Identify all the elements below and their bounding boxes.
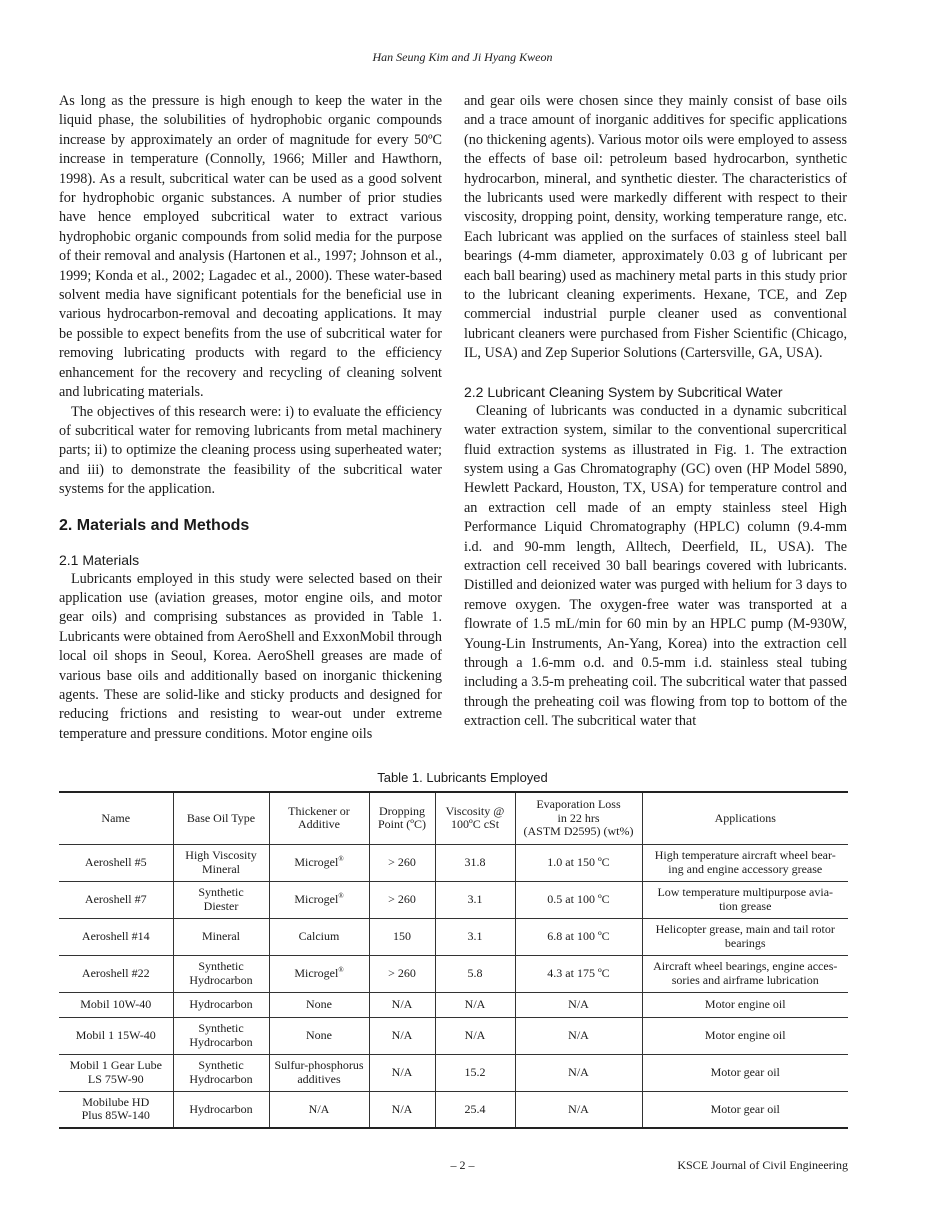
table-row <box>59 1017 848 1054</box>
cell-dropping-point: N/A <box>369 992 435 1017</box>
cell-name: Aeroshell #7 <box>59 881 173 918</box>
cell-name: Mobil 1 Gear Lube LS 75W-90 <box>59 1054 173 1091</box>
cell-dropping-point: N/A <box>369 1054 435 1091</box>
table-header-row <box>59 792 848 844</box>
cell-thickener: Microgel® <box>269 844 369 881</box>
cell-viscosity: N/A <box>435 1017 515 1054</box>
header-dropping-point: Dropping Point (ºC) <box>369 792 435 844</box>
cell-name: Mobil 10W-40 <box>59 992 173 1017</box>
header-applications: Applications <box>642 792 848 844</box>
cell-base-oil: Synthetic Hydrocarbon <box>173 1054 269 1091</box>
cell-name: Aeroshell #5 <box>59 844 173 881</box>
cell-dropping-point: 150 <box>369 918 435 955</box>
cell-name: Aeroshell #22 <box>59 955 173 992</box>
cell-thickener: None <box>269 992 369 1017</box>
cell-dropping-point: > 260 <box>369 881 435 918</box>
cell-applications: Aircraft wheel bearings, engine acces- sories and airframe lubrication <box>642 955 848 992</box>
table-row <box>59 992 848 1017</box>
paragraph: and gear oils were chosen since they mainly consist of base oils and a trace amount of inorganic additives for specific applications (no thickening agents). Various motor oils were employed to assess the effects of base oil: petroleum based hydrocarbon, synthetic hydrocarbon, mineral, and synthetic diester. The characteristics of the lubricants used were markedly different with respect to their viscosity, dropping point, density, working temperature range, etc. Each lubricant was applied on the surfaces of stainless steel ball bearings (4-mm diameter, approximately 0.03 g of lubricant per each ball bearing) used as machinery metal parts in this study prior to the lubricant cleaning experiments. Hexane, TCE, and Zep commercial industrial purple cleaner used as conventional lubricant cleaners were purchased from Fisher Scientific (Chicago, IL, USA) and Zep Superior Solutions (Cartersville, GA, USA). <box>464 93 847 362</box>
table-caption: Table 1. Lubricants Employed <box>377 770 548 785</box>
cell-name: Mobil 1 15W-40 <box>59 1017 173 1054</box>
lubricants-table <box>59 791 848 1129</box>
cell-thickener: Calcium <box>269 918 369 955</box>
cell-viscosity: 3.1 <box>435 881 515 918</box>
cell-dropping-point: N/A <box>369 1017 435 1054</box>
table-row <box>59 918 848 955</box>
cell-evaporation-loss: 4.3 at 175 ºC <box>515 955 642 992</box>
cell-viscosity: 25.4 <box>435 1091 515 1128</box>
cell-applications: Motor engine oil <box>642 1017 848 1054</box>
subsection-title: 2.1 Materials <box>59 551 140 568</box>
cell-viscosity: 5.8 <box>435 955 515 992</box>
cell-evaporation-loss: N/A <box>515 1017 642 1054</box>
cell-applications: Motor gear oil <box>642 1054 848 1091</box>
cell-base-oil: High Viscosity Mineral <box>173 844 269 881</box>
cell-applications: Motor gear oil <box>642 1091 848 1128</box>
paragraph: Cleaning of lubricants was conducted in a dynamic subcritical water extraction system, similar to the conventional supercritical fluid extraction systems as illustrated in Fig. 1. The extraction system using a Gas Chromatography (GC) oven (HP Model 5890, Hewlett Packard, Houston, TX, USA) for temperature control and an extraction cell made of an empty stainless steel High Performance Liquid Chromatography (HPLC) column (9.4-mm i.d. and 90-mm length, Alltech, Deerfield, IL, USA). The extraction cell received 30 ball bearings covered with lubricants. Distilled and deionized water was purged with helium for 3 days to remove oxygen. The oxygen-free water was transported at a flowrate of 1.5 mL/min for 60 min by an HPLC pump (M-930W, Young-Lin Instruments, An-Yang, Korea) into the extraction cell through a 1.6-mm o.d. and 0.5-mm i.d. stainless steal tubing including a 3.5-m preheating coil. The subcritical water that passed through the preheating coil was flowing from top to bottom of the extraction cell. The subcritical water that <box>464 402 847 730</box>
cell-thickener: Microgel® <box>269 955 369 992</box>
cell-evaporation-loss: 1.0 at 150 ºC <box>515 844 642 881</box>
header-viscosity: Viscosity @ 100ºC cSt <box>435 792 515 844</box>
cell-base-oil: Mineral <box>173 918 269 955</box>
cell-thickener: Microgel® <box>269 881 369 918</box>
cell-evaporation-loss: N/A <box>515 1091 642 1128</box>
header-thickener: Thickener or Additive <box>269 792 369 844</box>
table-row <box>59 881 848 918</box>
table-row <box>59 955 848 992</box>
paragraph: The objectives of this research were: i) to evaluate the efficiency of subcritical water for removing lubricants from metal machinery parts; ii) to optimize the cleaning process using superheated water; and iii) to demonstrate the feasibility of the subcritical water systems for the application. <box>59 403 442 498</box>
cell-base-oil: Synthetic Diester <box>173 881 269 918</box>
cell-applications: Motor engine oil <box>642 992 848 1017</box>
left-column <box>59 92 442 744</box>
cell-evaporation-loss: 6.8 at 100 ºC <box>515 918 642 955</box>
cell-evaporation-loss: 0.5 at 100 ºC <box>515 881 642 918</box>
header-evaporation-loss: Evaporation Loss in 22 hrs (ASTM D2595) (wt%) <box>515 792 642 844</box>
header-name: Name <box>59 792 173 844</box>
cell-thickener: N/A <box>269 1091 369 1128</box>
cell-applications: Helicopter grease, main and tail rotor bearings <box>642 918 848 955</box>
cell-dropping-point: N/A <box>369 1091 435 1128</box>
journal-name: KSCE Journal of Civil Engineering <box>677 1158 848 1172</box>
table-row <box>59 1091 848 1128</box>
cell-dropping-point: > 260 <box>369 955 435 992</box>
cell-thickener: None <box>269 1017 369 1054</box>
subsection-title: 2.2 Lubricant Cleaning System by Subcritical Water <box>464 383 783 400</box>
cell-base-oil: Synthetic Hydrocarbon <box>173 955 269 992</box>
paragraph: As long as the pressure is high enough to keep the water in the liquid phase, the solubilities of hydrophobic organic compounds increase by approximately an order of magnitude for every 50ºC increase in temperature (Connolly, 1966; Miller and Hawthorn, 1998). As a result, subcritical water can be used as a good solvent for hydrophobic organic substances. A number of prior studies have hence employed subcritical water to extract various hydrophobic organic compounds from solid media for the purpose of their removal and analysis (Hartonen et al., 1997; Johnson et al., 1999; Konda et al., 2002; Lagadec et al., 2000). These water-based solvent media have significant potentials for the beneficial use in various hydrocarbon-removal and decoating applications. It may be possible to expect benefits from the use of subcritical water for removing lubricating products with regard to the efficiency enhancement for the recovery and recycling of cleaning solvent and lubricating materials. <box>59 93 442 401</box>
table-body <box>59 844 848 1128</box>
section-title: 2. Materials and Methods <box>59 516 250 534</box>
table-row <box>59 844 848 881</box>
cell-applications: High temperature aircraft wheel bear- ing and engine accessory grease <box>642 844 848 881</box>
cell-viscosity: 31.8 <box>435 844 515 881</box>
header-base-oil: Base Oil Type <box>173 792 269 844</box>
cell-evaporation-loss: N/A <box>515 1054 642 1091</box>
paragraph: Lubricants employed in this study were selected based on their application use (aviation greases, motor engine oils, and motor gear oils) and comprising substances as provided in Table 1. Lubricants were obtained from AeroShell and ExxonMobil through local oil shops in Seoul, Korea. AeroShell greases are made of various base oils and additionally based on inorganic thickening agents. These are solid-like and sticky products and designed for reducing frictions and resisting to wear-out under extreme temperature and pressure conditions. Motor engine oils <box>59 570 442 742</box>
cell-viscosity: N/A <box>435 992 515 1017</box>
cell-evaporation-loss: N/A <box>515 992 642 1017</box>
cell-base-oil: Hydrocarbon <box>173 1091 269 1128</box>
page-number: – 2 – <box>450 1158 475 1172</box>
cell-viscosity: 15.2 <box>435 1054 515 1091</box>
cell-dropping-point: > 260 <box>369 844 435 881</box>
cell-name: Mobilube HD Plus 85W-140 <box>59 1091 173 1128</box>
cell-base-oil: Synthetic Hydrocarbon <box>173 1017 269 1054</box>
cell-viscosity: 3.1 <box>435 918 515 955</box>
right-column <box>464 92 847 732</box>
cell-thickener: Sulfur-phosphorus additives <box>269 1054 369 1091</box>
cell-base-oil: Hydrocarbon <box>173 992 269 1017</box>
cell-applications: Low temperature multipurpose avia- tion grease <box>642 881 848 918</box>
table-row <box>59 1054 848 1091</box>
running-head: Han Seung Kim and Ji Hyang Kweon <box>372 50 553 64</box>
cell-name: Aeroshell #14 <box>59 918 173 955</box>
